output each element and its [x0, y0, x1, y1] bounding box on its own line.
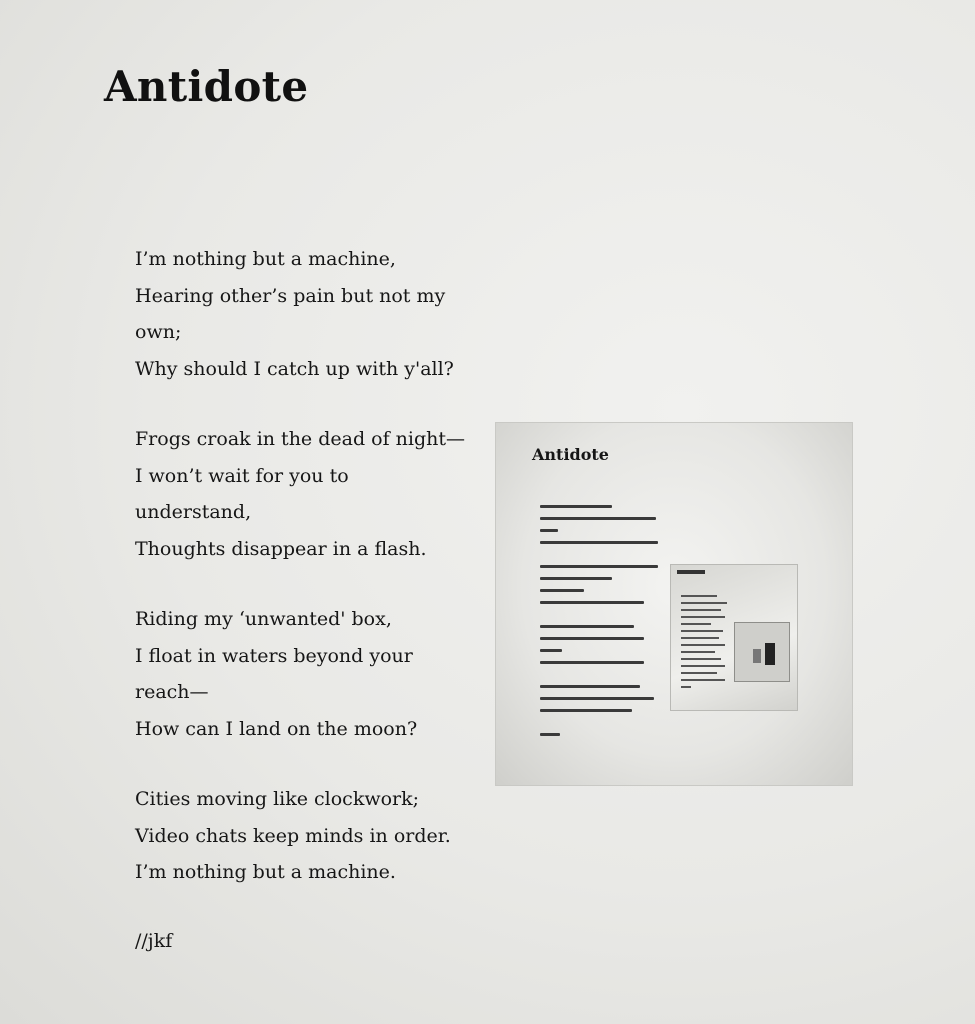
poem-line: Why should I catch up with y'all?	[135, 357, 454, 380]
poem-line: I’m nothing but a machine,	[135, 248, 396, 270]
poem-line: Cities moving like clockwork;	[135, 788, 420, 810]
recursive-screenshot-image	[496, 423, 852, 785]
nested-screenshot-image	[671, 565, 797, 710]
thumbnail-title: Antidote	[532, 445, 609, 464]
poem-line: I float in waters beyond your	[135, 644, 413, 667]
poem-line: Video chats keep minds in order.	[135, 824, 451, 847]
poem-line: Frogs croak in the dead of night—	[135, 428, 466, 450]
poem-title: Antidote	[104, 62, 309, 111]
stanza	[135, 421, 495, 567]
nested-screenshot-image-inner	[735, 623, 789, 681]
stanza	[135, 241, 495, 387]
poem-line: How can I land on the moon?	[135, 717, 418, 740]
poem-line: I won’t wait for you to	[135, 464, 349, 487]
poem-line: Riding my ‘unwanted' box,	[135, 608, 392, 630]
stanza	[135, 781, 495, 891]
poem-body	[135, 241, 495, 925]
thumbnail-text-lines	[540, 505, 658, 745]
signature: //jkf	[135, 930, 173, 952]
stanza	[135, 601, 495, 747]
poem-line: Thoughts disappear in a flash.	[135, 537, 427, 560]
poem-line: Hearing other’s pain but not my	[135, 284, 446, 307]
poem-line: understand,	[135, 501, 252, 523]
poem-line: reach—	[135, 681, 209, 703]
poem-line: own;	[135, 321, 182, 343]
poem-line: I’m nothing but a machine.	[135, 861, 396, 883]
